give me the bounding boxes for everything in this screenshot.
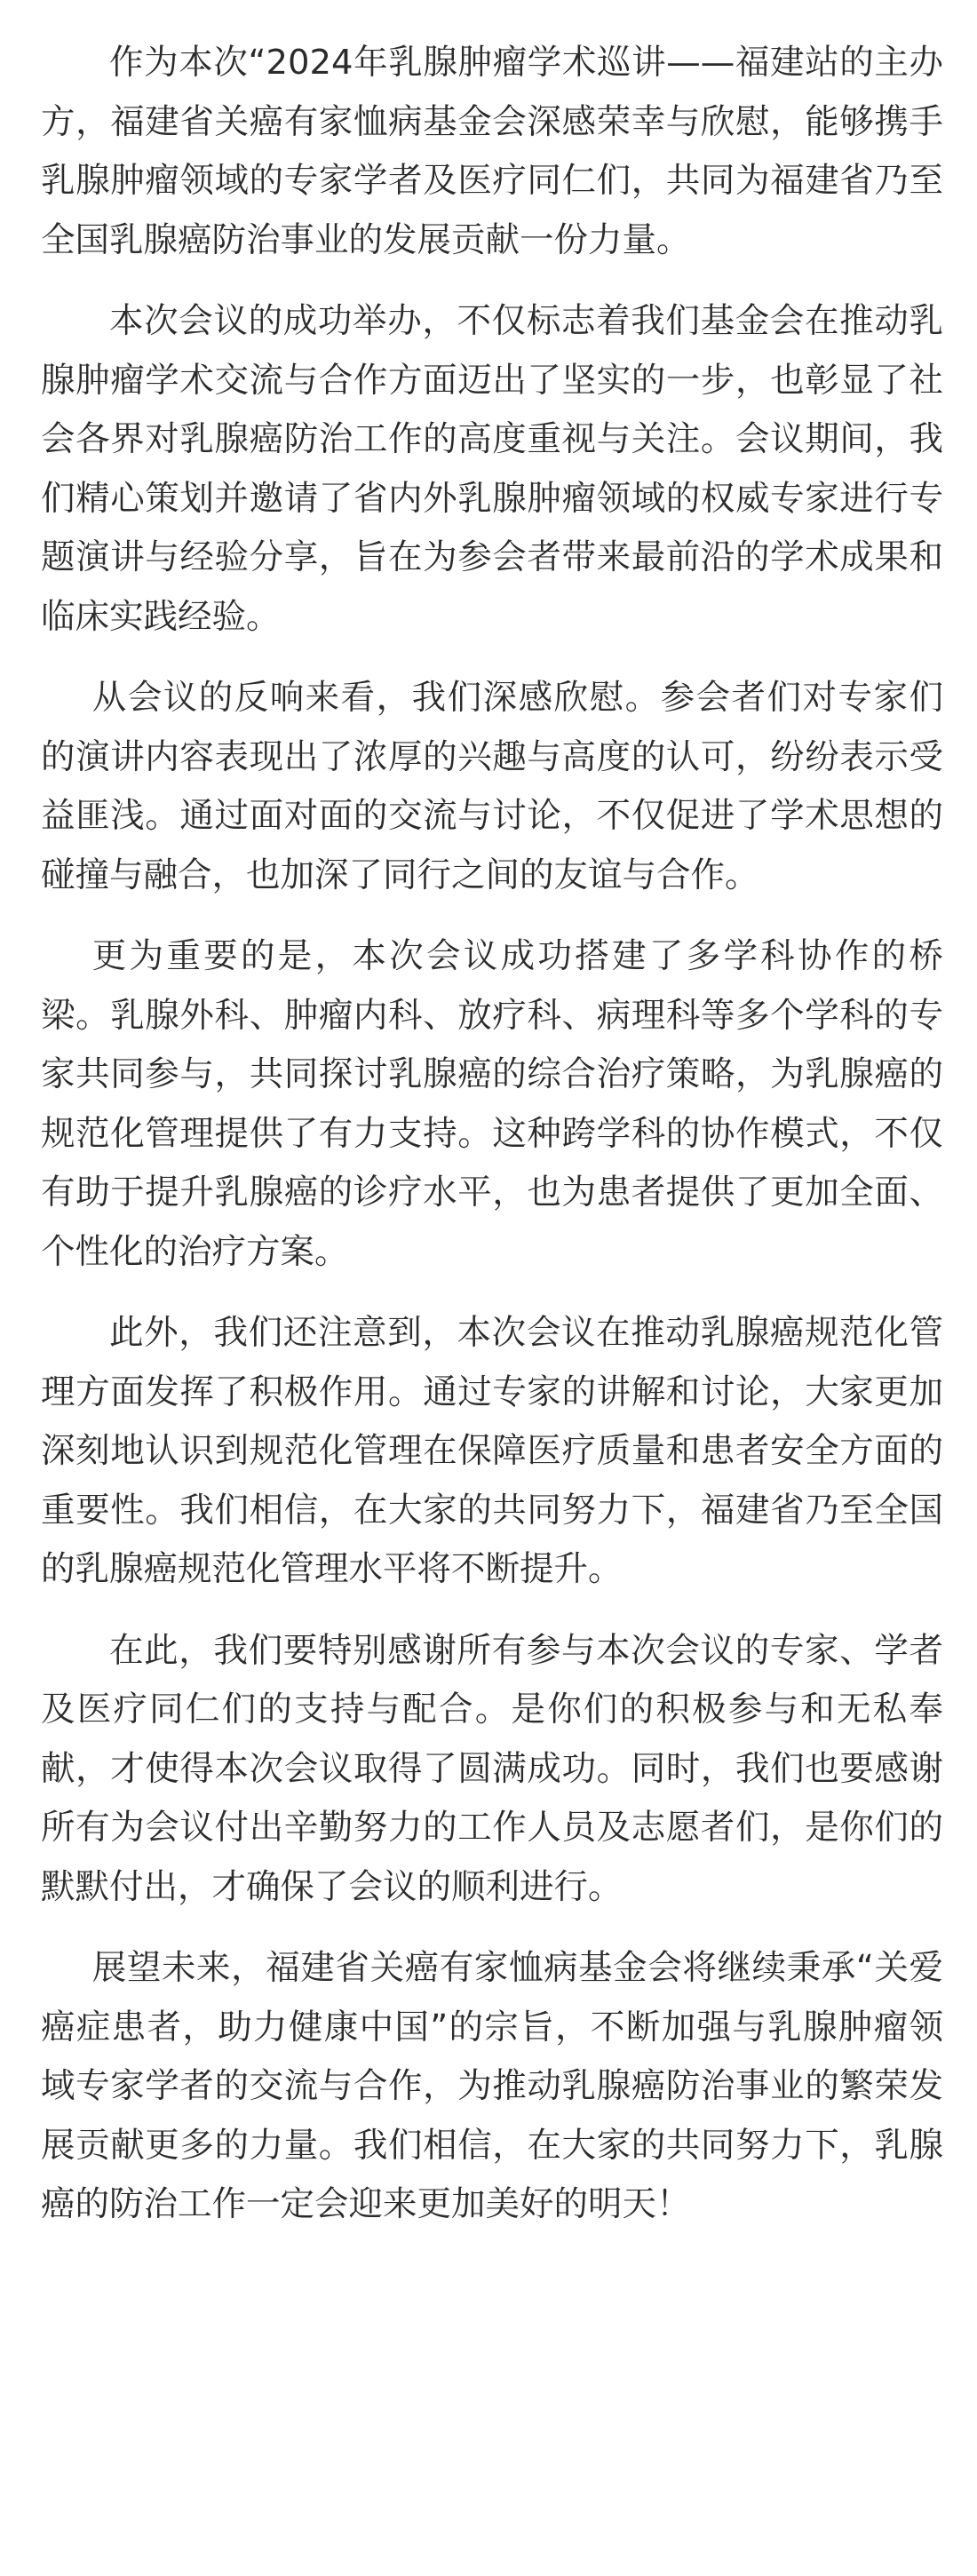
paragraph-meeting-significance: 本次会议的成功举办，不仅标志着我们基金会在推动乳腺肿瘤学术交流与合作方面迈出了坚实的一步，也彰显了社会各界对乳腺癌防治工作的高度重视与关注。会议期间，我们精心策划并邀请了省内外乳腺肿瘤领域的权威专家进行专题演讲与经验分享，旨在为参会者带来最前沿的学术成果和临床实践经验。 xyxy=(41,301,943,637)
article-body xyxy=(41,34,943,2235)
paragraph-feedback: 从会议的反响来看，我们深感欣慰。参会者们对专家们的演讲内容表现出了浓厚的兴趣与高度的认可，纷纷表示受益匪浅。通过面对面的交流与讨论，不仅促进了学术思想的碰撞与融合，也加深了同行之间的友谊与合作。 xyxy=(41,678,943,895)
paragraph-outlook: 展望未来，福建省关癌有家恤病基金会将继续秉承“关爱癌症患者，助力健康中国”的宗旨，不断加强与乳腺肿瘤领域专家学者的交流与合作，为推动乳腺癌防治事业的繁荣发展贡献更多的力量。我们相信，在大家的共同努力下，乳腺癌的防治工作一定会迎来更加美好的明天！ xyxy=(41,1948,943,2224)
paragraph-multidisciplinary: 更为重要的是，本次会议成功搭建了多学科协作的桥梁。乳腺外科、肿瘤内科、放疗科、病理科等多个学科的专家共同参与，共同探讨乳腺癌的综合治疗策略，为乳腺癌的规范化管理提供了有力支持。这种跨学科的协作模式，不仅有助于提升乳腺癌的诊疗水平，也为患者提供了更加全面、个性化的治疗方案。 xyxy=(41,936,943,1272)
paragraph-acknowledgements: 在此，我们要特别感谢所有参与本次会议的专家、学者及医疗同仁们的支持与配合。是你们的积极参与和无私奉献，才使得本次会议取得了圆满成功。同时，我们也要感谢所有为会议付出辛勤努力的工作人员及志愿者们，是你们的默默付出，才确保了会议的顺利进行。 xyxy=(41,1630,943,1907)
paragraph-host-honor: 作为本次“2024年乳腺肿瘤学术巡讲——福建站的主办方，福建省关癌有家恤病基金会深感荣幸与欣慰，能够携手乳腺肿瘤领域的专家学者及医疗同仁们，共同为福建省乃至全国乳腺癌防治事业的发展贡献一份力量。 xyxy=(41,43,943,260)
paragraph-standardized-management: 此外，我们还注意到，本次会议在推动乳腺癌规范化管理方面发挥了积极作用。通过专家的讲解和讨论，大家更加深刻地认识到规范化管理在保障医疗质量和患者安全方面的重要性。我们相信，在大家的共同努力下，福建省乃至全国的乳腺癌规范化管理水平将不断提升。 xyxy=(41,1313,943,1589)
